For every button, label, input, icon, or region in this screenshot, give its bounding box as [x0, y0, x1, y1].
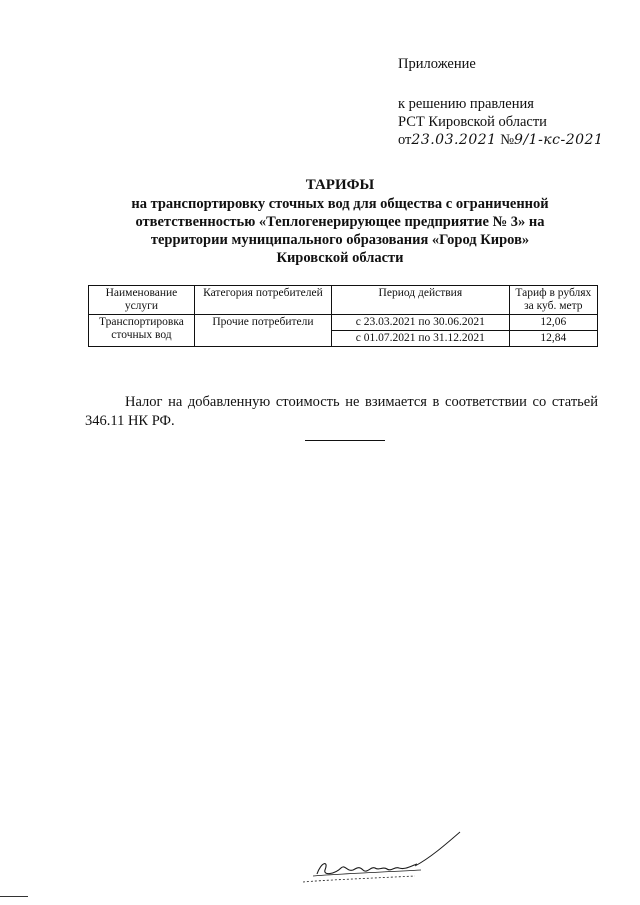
- document-subtitle-line-2: ответственностью «Теплогенерирующее предприятие № 3» на: [135, 214, 545, 230]
- signature-image: [295, 830, 470, 890]
- number-label: №: [500, 132, 515, 148]
- appendix-block: [398, 55, 603, 149]
- header-tariff: Тариф в рублях за куб. метр: [509, 286, 597, 315]
- cell-tariff: 12,06: [509, 315, 597, 331]
- appendix-date-number-line: [398, 131, 603, 149]
- from-label: от: [398, 132, 412, 148]
- handwritten-number: 9/1-кс-2021: [514, 132, 604, 148]
- cell-category: Прочие потребители: [194, 315, 331, 347]
- table-header-row: [89, 286, 598, 315]
- separator-line: [305, 440, 385, 441]
- header-service: Наименование услуги: [89, 286, 195, 315]
- page-edge-mark: [0, 896, 28, 897]
- cell-service: Транспортировка сточных вод: [89, 315, 195, 347]
- tariff-table: [88, 285, 598, 347]
- header-period: Период действия: [331, 286, 509, 315]
- header-category: Категория потребителей: [194, 286, 331, 315]
- appendix-title: Приложение: [398, 56, 476, 72]
- document-title: ТАРИФЫ: [305, 177, 375, 193]
- appendix-authority-line: РСТ Кировской области: [398, 114, 547, 130]
- appendix-decision-line: к решению правления: [398, 96, 534, 112]
- document-subtitle-line-1: на транспортировку сточных вод для общества с ограниченной: [131, 196, 549, 212]
- cell-period: с 01.07.2021 по 31.12.2021: [331, 331, 509, 347]
- document-subtitle-line-3: территории муниципального образования «Город Киров»: [150, 232, 530, 248]
- cell-tariff: 12,84: [509, 331, 597, 347]
- handwritten-date: 23.03.2021: [411, 132, 497, 148]
- cell-period: с 23.03.2021 по 30.06.2021: [331, 315, 509, 331]
- document-heading: [60, 176, 620, 267]
- vat-note: Налог на добавленную стоимость не взимается в соответствии со статьей 346.11 НК РФ.: [85, 393, 598, 429]
- table-row: [89, 315, 598, 331]
- document-subtitle-line-4: Кировской области: [276, 250, 404, 266]
